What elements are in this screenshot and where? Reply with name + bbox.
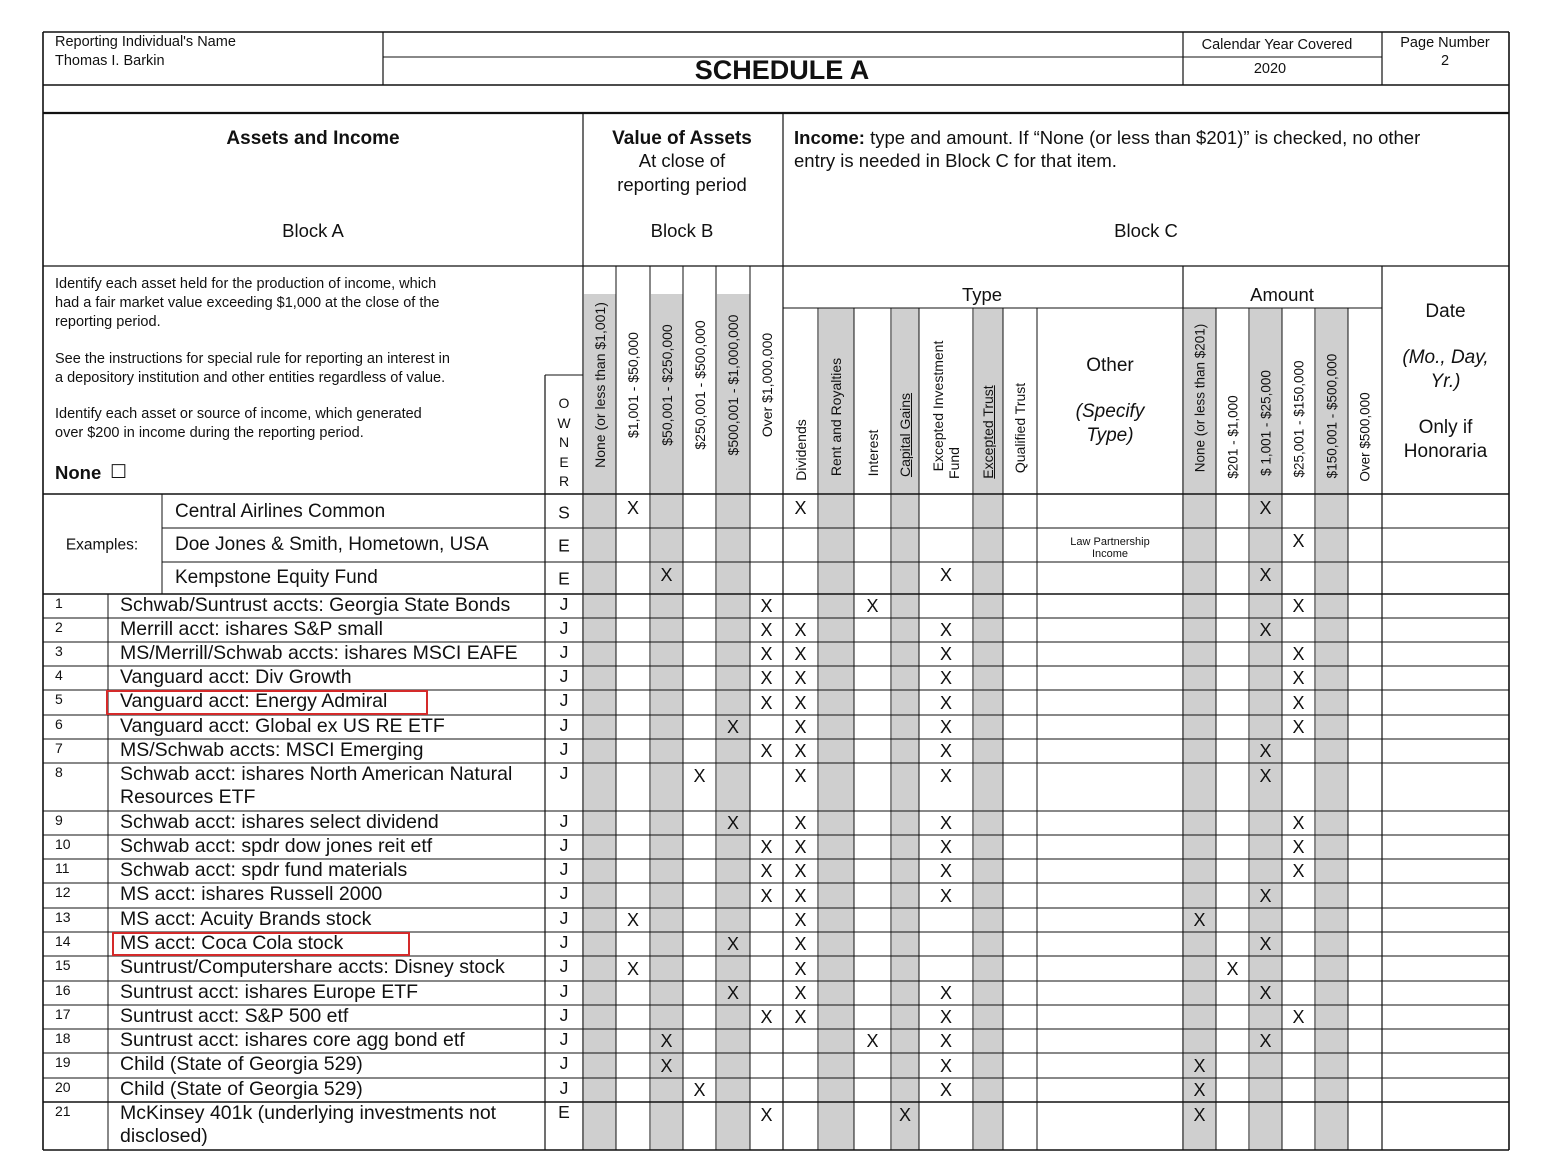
- date-column-header: Only if: [1418, 417, 1473, 438]
- row-number: 8: [55, 764, 63, 780]
- none-label: None: [55, 462, 102, 483]
- check-mark: X: [794, 813, 807, 833]
- check-mark: X: [794, 958, 807, 979]
- row-number: 5: [55, 691, 63, 707]
- check-mark: X: [760, 596, 773, 616]
- asset-name: Schwab acct: ishares select dividend: [120, 811, 439, 833]
- check-mark: X: [1193, 1105, 1206, 1125]
- check-mark: X: [939, 565, 953, 585]
- owner-code: J: [559, 715, 569, 735]
- check-mark: X: [866, 1031, 879, 1051]
- date-column-header: Date: [1425, 301, 1466, 322]
- check-mark: X: [898, 1105, 912, 1125]
- amount-column-header: $201 - $1,000: [1224, 394, 1240, 479]
- asset-name: McKinsey 401k (underlying investments not: [120, 1102, 497, 1124]
- row-number: 2: [55, 619, 63, 635]
- date-column-header: Honoraria: [1403, 441, 1488, 462]
- type-group-label: Type: [961, 284, 1003, 305]
- type-column-header: Capital Gains: [897, 393, 913, 478]
- check-mark: X: [939, 837, 953, 857]
- check-mark: X: [794, 1007, 807, 1027]
- owner-code: J: [559, 1078, 569, 1098]
- form-title: SCHEDULE A: [694, 55, 870, 85]
- check-mark: X: [939, 885, 953, 906]
- check-mark: X: [760, 861, 773, 881]
- check-mark: X: [1259, 1031, 1272, 1051]
- check-mark: X: [939, 813, 953, 833]
- owner-header-letter: E: [559, 453, 569, 470]
- check-mark: X: [626, 958, 640, 979]
- block-a-label: Block A: [282, 220, 344, 241]
- row-number: 18: [55, 1030, 71, 1046]
- block-b-subtitle: At close of: [638, 150, 726, 171]
- value-column-header: None (or less than $1,001): [591, 302, 608, 468]
- other-column-header: (Specify: [1075, 401, 1145, 422]
- row-number: 20: [55, 1079, 71, 1095]
- asset-name: Vanguard acct: Energy Admiral: [120, 690, 388, 712]
- check-mark: X: [794, 910, 807, 930]
- asset-name: Schwab acct: spdr dow jones reit etf: [120, 835, 433, 857]
- check-mark: X: [726, 813, 740, 833]
- value-column-header: $500,001 - $1,000,000: [725, 314, 741, 456]
- income-keyword: Income:: [794, 127, 865, 148]
- owner-code: J: [559, 883, 569, 903]
- instruction-text: Identify each asset held for the production of income, which: [55, 276, 437, 292]
- check-mark: X: [794, 717, 807, 737]
- page-number-label: Page Number: [1400, 35, 1490, 51]
- asset-name: Vanguard acct: Div Growth: [120, 666, 352, 688]
- check-mark: X: [794, 741, 807, 761]
- check-mark: X: [1259, 766, 1272, 786]
- check-mark: X: [760, 885, 773, 906]
- check-mark: X: [760, 668, 773, 688]
- check-mark: X: [1292, 717, 1305, 737]
- asset-name: Vanguard acct: Global ex US RE ETF: [120, 715, 445, 737]
- asset-name: Suntrust acct: S&P 500 etf: [120, 1005, 349, 1027]
- amount-column-header: $ 1,001 - $25,000: [1257, 369, 1273, 476]
- owner-code: J: [559, 763, 569, 783]
- check-mark: X: [939, 861, 953, 881]
- check-mark: X: [794, 766, 807, 786]
- type-column-header: Excepted Investment: [930, 340, 946, 472]
- check-mark: X: [939, 1031, 953, 1051]
- value-column-header: $1,001 - $50,000: [625, 332, 641, 438]
- check-mark: X: [939, 983, 953, 1003]
- asset-name: Merrill acct: ishares S&P small: [120, 618, 383, 640]
- instruction-text: reporting period.: [55, 314, 161, 330]
- check-mark: X: [726, 983, 740, 1003]
- instruction-text: Identify each asset or source of income, which generated: [55, 406, 422, 422]
- asset-name: Schwab acct: spdr fund materials: [120, 859, 408, 881]
- check-mark: X: [760, 692, 773, 713]
- row-number: 19: [55, 1054, 71, 1070]
- amount-group-label: Amount: [1250, 284, 1314, 305]
- block-c-instruction: Income: type and amount. If “None (or less than $201)” is checked, no other: [794, 127, 1421, 148]
- examples-label: Examples:: [65, 536, 139, 554]
- asset-name: MS acct: Acuity Brands stock: [120, 908, 372, 930]
- owner-code: E: [558, 1102, 570, 1122]
- check-mark: X: [1292, 837, 1305, 857]
- asset-name-continued: disclosed): [120, 1125, 208, 1147]
- owner-code: J: [559, 618, 569, 638]
- type-column-header: Dividends: [792, 418, 809, 481]
- check-mark: X: [1292, 1007, 1305, 1027]
- block-b-subtitle: reporting period: [617, 174, 747, 195]
- other-column-header: Type): [1086, 425, 1134, 446]
- row-number: 1: [55, 595, 63, 611]
- check-mark: X: [1259, 741, 1272, 761]
- check-mark: X: [794, 983, 807, 1003]
- year-covered-label: Calendar Year Covered: [1201, 37, 1353, 53]
- check-mark: X: [1292, 813, 1305, 833]
- highlight-box: [106, 690, 428, 715]
- instruction-text: See the instructions for special rule for reporting an interest in: [55, 351, 450, 367]
- check-mark: X: [1292, 861, 1305, 881]
- row-number: 6: [55, 716, 63, 732]
- block-b-title: Value of Assets: [612, 128, 752, 149]
- check-mark: X: [626, 498, 640, 518]
- row-number: 3: [55, 643, 63, 659]
- owner-code: J: [559, 908, 569, 928]
- asset-name: Schwab/Suntrust accts: Georgia State Bonds: [120, 594, 511, 616]
- page-number-value: 2: [1440, 53, 1450, 69]
- asset-name: MS acct: Coca Cola stock: [120, 932, 344, 954]
- owner-code: J: [559, 1029, 569, 1049]
- instruction-text: had a fair market value exceeding $1,000 at the close of the: [55, 295, 440, 311]
- check-mark: X: [1292, 668, 1305, 688]
- check-mark: X: [866, 596, 879, 616]
- asset-name-continued: Resources ETF: [120, 786, 256, 808]
- type-column-header: Fund: [946, 447, 962, 479]
- date-column-header: Yr.): [1430, 371, 1461, 392]
- check-mark: X: [726, 717, 740, 737]
- asset-name: MS acct: ishares Russell 2000: [120, 883, 383, 905]
- row-number: 7: [55, 740, 63, 756]
- owner-code: J: [559, 1005, 569, 1025]
- check-mark: X: [1292, 531, 1305, 551]
- check-mark: X: [760, 837, 773, 857]
- example-asset-name: Central Airlines Common: [175, 500, 386, 522]
- owner-code: J: [559, 835, 569, 855]
- check-mark: X: [794, 644, 807, 664]
- owner-code: J: [559, 859, 569, 879]
- check-mark: X: [1259, 565, 1272, 585]
- row-number: 16: [55, 982, 71, 998]
- block-a-title: Assets and Income: [226, 128, 400, 149]
- check-mark: X: [660, 1031, 673, 1051]
- check-mark: X: [794, 861, 807, 881]
- check-mark: X: [794, 498, 807, 518]
- type-column-header: Rent and Royalties: [828, 358, 844, 477]
- check-mark: X: [794, 885, 807, 906]
- owner-code: J: [559, 1053, 569, 1073]
- asset-name: Suntrust acct: ishares core agg bond etf: [120, 1029, 465, 1051]
- check-mark: X: [794, 668, 807, 688]
- other-column-header: Other: [1086, 355, 1134, 376]
- owner-code: J: [559, 811, 569, 831]
- check-mark: X: [939, 692, 953, 713]
- value-column-header: $250,001 - $500,000: [691, 320, 708, 450]
- check-mark: X: [939, 741, 953, 761]
- check-mark: X: [760, 620, 773, 640]
- type-column-header: Qualified Trust: [1012, 382, 1028, 474]
- owner-header-letter: N: [558, 434, 570, 450]
- check-mark: X: [1226, 958, 1239, 979]
- check-mark: X: [760, 1105, 773, 1125]
- highlight-box: [112, 932, 410, 956]
- owner-code: J: [559, 666, 569, 686]
- asset-name: MS/Merrill/Schwab accts: ishares MSCI EAFE: [120, 642, 518, 664]
- check-mark: X: [1292, 596, 1305, 616]
- example-other-type: Law Partnership: [1070, 536, 1150, 548]
- owner-code: J: [559, 642, 569, 662]
- amount-column-header: None (or less than $201): [1191, 323, 1207, 473]
- example-asset-name: Doe Jones & Smith, Hometown, USA: [175, 534, 489, 555]
- check-mark: X: [726, 934, 740, 954]
- asset-name: Child (State of Georgia 529): [120, 1078, 363, 1100]
- owner-header-letter: R: [558, 473, 570, 489]
- owner-header-letter: O: [558, 395, 570, 411]
- check-mark: X: [693, 766, 706, 786]
- check-mark: X: [1259, 885, 1272, 906]
- row-number: 12: [55, 884, 71, 900]
- check-mark: X: [1193, 910, 1206, 930]
- check-mark: X: [1193, 1080, 1206, 1100]
- owner-header-letter: W: [557, 414, 571, 431]
- type-column-header: Interest: [864, 429, 881, 477]
- example-owner: E: [558, 535, 570, 556]
- check-mark: X: [939, 1007, 953, 1027]
- check-mark: X: [939, 1055, 953, 1076]
- asset-name: MS/Schwab accts: MSCI Emerging: [120, 739, 424, 761]
- none-checkbox[interactable]: ☐: [110, 462, 128, 483]
- owner-code: J: [559, 932, 569, 952]
- owner-code: J: [559, 739, 569, 759]
- row-number: 9: [55, 812, 63, 828]
- owner-code: J: [559, 981, 569, 1001]
- instruction-text: over $200 in income during the reporting period.: [55, 425, 364, 441]
- check-mark: X: [794, 692, 807, 713]
- check-mark: X: [660, 565, 673, 585]
- row-number: 14: [55, 933, 71, 949]
- check-mark: X: [760, 741, 773, 761]
- row-number: 4: [55, 667, 63, 683]
- check-mark: X: [1292, 692, 1305, 713]
- asset-name: Child (State of Georgia 529): [120, 1053, 363, 1075]
- check-mark: X: [794, 934, 807, 954]
- example-owner: E: [558, 568, 570, 589]
- instruction-text: a depository institution and other entities regardless of value.: [55, 370, 446, 386]
- block-c-label: Block C: [1114, 220, 1178, 241]
- example-owner: S: [558, 501, 570, 522]
- check-mark: X: [760, 644, 773, 664]
- value-column-header: Over $1,000,000: [758, 332, 775, 438]
- owner-code: J: [559, 594, 569, 614]
- check-mark: X: [939, 620, 953, 640]
- check-mark: X: [760, 1007, 773, 1027]
- amount-column-header: $25,001 - $150,000: [1290, 360, 1306, 478]
- date-column-header: (Mo., Day,: [1402, 347, 1489, 368]
- amount-column-header: Over $500,000: [1357, 391, 1373, 482]
- check-mark: X: [939, 717, 953, 737]
- check-mark: X: [1193, 1055, 1206, 1076]
- check-mark: X: [794, 620, 807, 640]
- reporting-name-label: Reporting Individual's Name: [55, 34, 236, 50]
- check-mark: X: [1259, 620, 1272, 640]
- example-other-type: Income: [1091, 548, 1129, 560]
- check-mark: X: [939, 668, 953, 688]
- block-b-label: Block B: [650, 220, 714, 241]
- asset-name: Suntrust acct: ishares Europe ETF: [120, 981, 419, 1003]
- row-number: 11: [55, 860, 70, 876]
- check-mark: X: [939, 644, 953, 664]
- check-mark: X: [693, 1080, 706, 1100]
- value-column-header: $50,001 - $250,000: [658, 324, 675, 446]
- type-column-header: Excepted Trust: [980, 384, 996, 479]
- amount-column-header: $150,001 - $500,000: [1323, 353, 1339, 478]
- year-covered-value: 2020: [1253, 61, 1287, 77]
- check-mark: X: [660, 1055, 673, 1076]
- row-number: 13: [55, 909, 71, 925]
- check-mark: X: [626, 910, 640, 930]
- block-c-instruction: entry is needed in Block C for that item.: [794, 150, 1117, 171]
- check-mark: X: [794, 837, 807, 857]
- example-asset-name: Kempstone Equity Fund: [175, 567, 378, 588]
- owner-code: J: [559, 690, 569, 710]
- check-mark: X: [1259, 934, 1272, 954]
- row-number: 21: [55, 1103, 71, 1119]
- reporting-name-value: Thomas I. Barkin: [55, 53, 165, 69]
- asset-name: Suntrust/Computershare accts: Disney stock: [120, 956, 505, 978]
- check-mark: X: [1259, 498, 1272, 518]
- asset-name: Schwab acct: ishares North American Natural: [120, 763, 513, 785]
- owner-code: J: [559, 956, 569, 976]
- check-mark: X: [939, 1080, 953, 1100]
- row-number: 15: [55, 957, 71, 973]
- row-number: 10: [55, 836, 71, 852]
- check-mark: X: [1292, 644, 1305, 664]
- row-number: 17: [55, 1006, 71, 1022]
- check-mark: X: [939, 766, 953, 786]
- check-mark: X: [1259, 983, 1272, 1003]
